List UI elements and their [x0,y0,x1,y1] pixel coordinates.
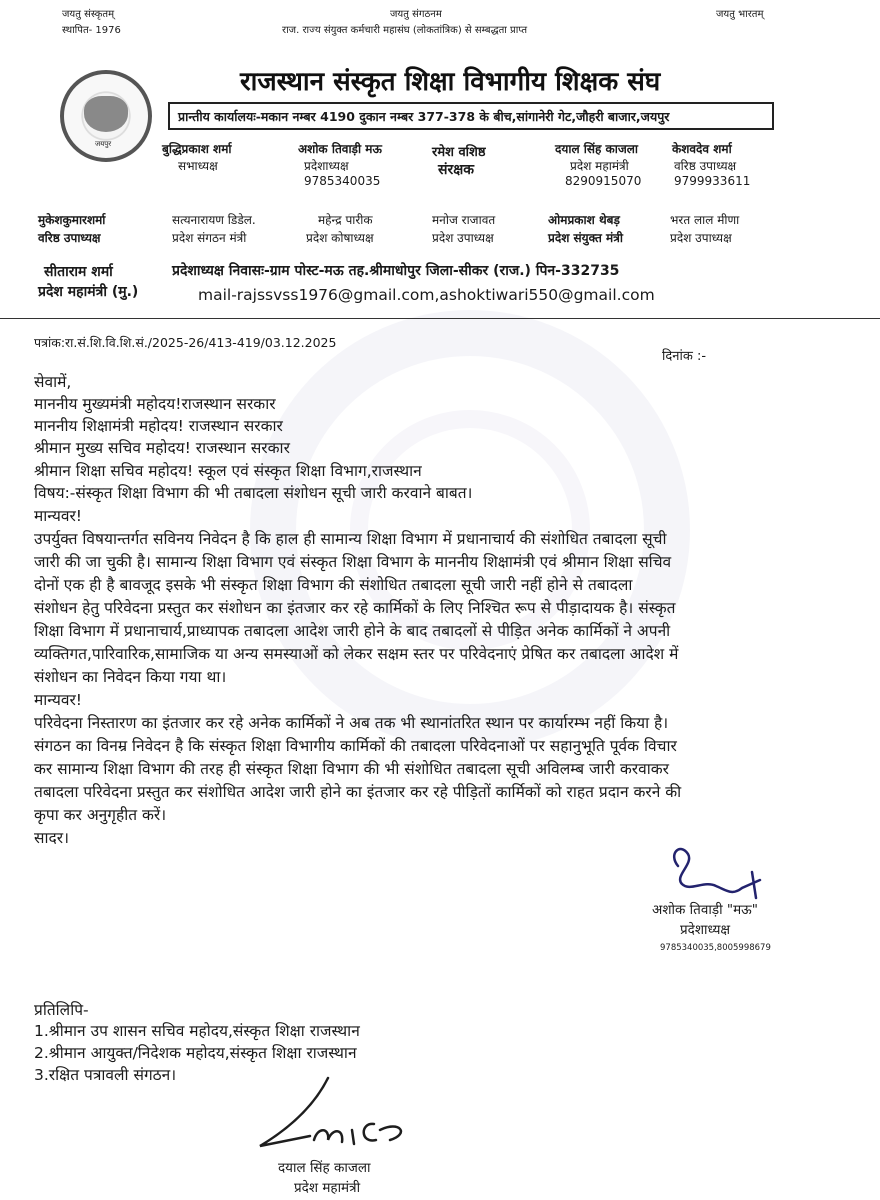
official-role: प्रदेश उपाध्यक्ष [432,231,494,245]
copy-to-item: 3.रक्षित पत्रावली संगठन। [34,1066,177,1084]
official-name: मुकेशकुमारशर्मा [38,213,106,227]
paragraph-line: व्यक्तिगत,पारिवारिक,सामाजिक या अन्य समस्याओं को लेकर सक्षम स्तर पर परिवेदनाएं प्रेषित कर तबादला आदेश में [34,645,679,663]
official-role: प्रदेश संगठन मंत्री [172,231,247,245]
signatory-phones: 9785340035,8005998679 [660,943,771,953]
official-name: बुद्धिप्रकाश शर्मा [162,142,232,156]
official-name: रमेश वशिष्ठ [432,145,486,160]
copy-to-item: 2.श्रीमान आयुक्त/निदेशक महोदय,संस्कृत शिक्षा राजस्थान [34,1044,357,1062]
logo-emblem-icon [84,96,128,132]
signatory-name: अशोक तिवाड़ी "मऊ" [652,902,758,918]
official-name: महेन्द्र पारीक [318,213,373,227]
motto-center: जयतु संगठनम [390,9,442,20]
paragraph-line: शिक्षा विभाग में प्रधानाचार्य,प्राध्यापक तबादला आदेश जारी होने के बाद तबादलों से पीड़ित अनेक कार्मिकों ने अपनी [34,622,671,640]
official-role: वरिष्ठ उपाध्यक्ष [674,159,737,173]
logo-text: जयपुर [95,140,112,148]
date-label: दिनांक :- [662,349,707,364]
signatory-name: दयाल सिंह काजला [278,1160,371,1176]
paragraph-line: जारी की जा चुकी है। सामान्य शिक्षा विभाग एवं संस्कृत शिक्षा विभाग के माननीय शिक्षामंत्री एवं श्रीमान शिक्षा सचिव [34,553,672,571]
office-address: प्रान्तीय कार्यालयः-मकान नम्बर 4190 दुकान नम्बर 377-378 के बीच,सांगानेरी गेट,जौहरी बाजार,जयपुर [178,109,670,124]
official-role: वरिष्ठ उपाध्यक्ष [38,231,101,245]
official-phone: 9799933611 [674,174,751,188]
official-role: सभाध्यक्ष [178,159,218,173]
reference-number: पत्रांक:रा.सं.शि.वि.शि.सं./2025-26/413-419/03.12.2025 [34,335,337,350]
motto-left: जयतु संस्कृतम् [62,9,115,20]
motto-right: जयतु भारतम् [716,9,764,20]
paragraph-line: संशोधन का निवेदन किया गया था। [34,668,227,686]
paragraph-line: संशोधन हेतु परिवेदना प्रस्तुत कर संशोधन का इंतजार कर रहे कार्मिकों के लिए निश्चित रूप से पीड़ादायक है। संस्कृत [34,599,676,617]
paragraph-line: दोनों एक ही है बावजूद इसके भी संस्कृत शिक्षा विभाग की संशोधित तबादला सूची जारी नहीं होने से तबादला [34,576,633,594]
paragraph-line: उपर्युक्त विषयान्तर्गत सविनय निवेदन है कि हाल ही सामान्य शिक्षा विभाग में प्रधानाचार्य की संशोधित तबादला सूची [34,530,667,548]
organization-title: राजस्थान संस्कृत शिक्षा विभागीय शिक्षक संघ [240,67,661,97]
affiliation-text: राज. राज्य संयुक्त कर्मचारी महासंघ (लोकतांत्रिक) से सम्बद्धता प्राप्त [282,25,528,36]
signature-2-icon [250,1066,420,1156]
copy-to-item: 1.श्रीमान उप शासन सचिव महोदय,संस्कृत शिक्षा राजस्थान [34,1022,360,1040]
addressee-line: श्रीमान मुख्य सचिव महोदय! राजस्थान सरकार [34,439,290,457]
greeting: मान्यवर! [34,691,83,709]
paragraph-line: तबादला परिवेदना प्रस्तुत कर संशोधित आदेश जारी होने का इंतजार कर रहे पीड़ितों कार्मिकों को राहत प्रदान करने की [34,783,682,801]
salutation: सेवामें, [34,373,72,391]
official-name: भरत लाल मीणा [670,213,740,227]
paragraph-line: संगठन का विनम्र निवेदन है कि संस्कृत शिक्षा विभागीय कार्मिकों की तबादला परिवेदनाओं पर सहानुभूति पूर्वक विचार [34,737,677,755]
official-name: मनोज राजावत [432,213,496,227]
addressee-line: माननीय मुख्यमंत्री महोदय!राजस्थान सरकार [34,395,276,413]
signature-1-icon [660,836,780,906]
official-phone: 8290915070 [565,174,642,188]
greeting: मान्यवर! [34,507,83,525]
official-role: संरक्षक [438,162,474,178]
official-role: प्रदेश महामंत्री [570,159,629,173]
subject-line: विषय:-संस्कृत शिक्षा विभाग की भी तबादला संशोधन सूची जारी करवाने बाबत। [34,484,473,502]
paragraph-line: परिवेदना निस्तारण का इंतजार कर रहे अनेक कार्मिकों ने अब तक भी स्थानांतरित स्थान पर कार्यारम्भ नहीं किया है। [34,714,669,732]
addressee-line: श्रीमान शिक्षा सचिव महोदय! स्कूल एवं संस्कृत शिक्षा विभाग,राजस्थान [34,462,422,480]
addressee-line: माननीय शिक्षामंत्री महोदय! राजस्थान सरकार [34,417,283,435]
contact-email[interactable]: mail-rajssvss1976@gmail.com,ashoktiwari550@gmail.com [198,286,655,304]
official-role: प्रदेश महामंत्री (मु.) [38,284,139,300]
official-role: प्रदेश उपाध्यक्ष [670,231,732,245]
official-role: प्रदेश कोषाध्यक्ष [306,231,374,245]
paragraph-line: कृपा कर अनुगृहीत करें। [34,806,167,824]
signatory-role: प्रदेशाध्यक्ष [680,922,731,938]
official-name: सीताराम शर्मा [44,264,113,280]
copy-to-label: प्रतिलिपि- [34,1001,89,1019]
closing: सादर। [34,829,69,847]
paragraph-line: कर सामान्य शिक्षा विभाग की तरह ही संस्कृत शिक्षा विभाग की भी संशोधित तबादला सूची अविलम्ब जारी करवाकर [34,760,669,778]
header-divider [0,318,880,319]
founded-year: स्थापित- 1976 [62,25,121,36]
official-role: प्रदेशाध्यक्ष [304,159,349,173]
signatory-role: प्रदेश महामंत्री [294,1180,361,1196]
official-name: केशवदेव शर्मा [672,142,732,156]
official-name: ओमप्रकाश थेबड़ [548,213,620,227]
official-name: दयाल सिंह काजला [555,142,638,156]
official-name: अशोक तिवाड़ी मऊ [298,142,382,156]
official-phone: 9785340035 [304,174,381,188]
official-role: प्रदेश संयुक्त मंत्री [548,231,623,245]
official-name: सत्यनारायण डिडेल. [172,213,256,227]
president-residence: प्रदेशाध्यक्ष निवासः-ग्राम पोस्ट-मऊ तह.श्रीमाधोपुर जिला-सीकर (राज.) पिन-332735 [172,263,620,279]
